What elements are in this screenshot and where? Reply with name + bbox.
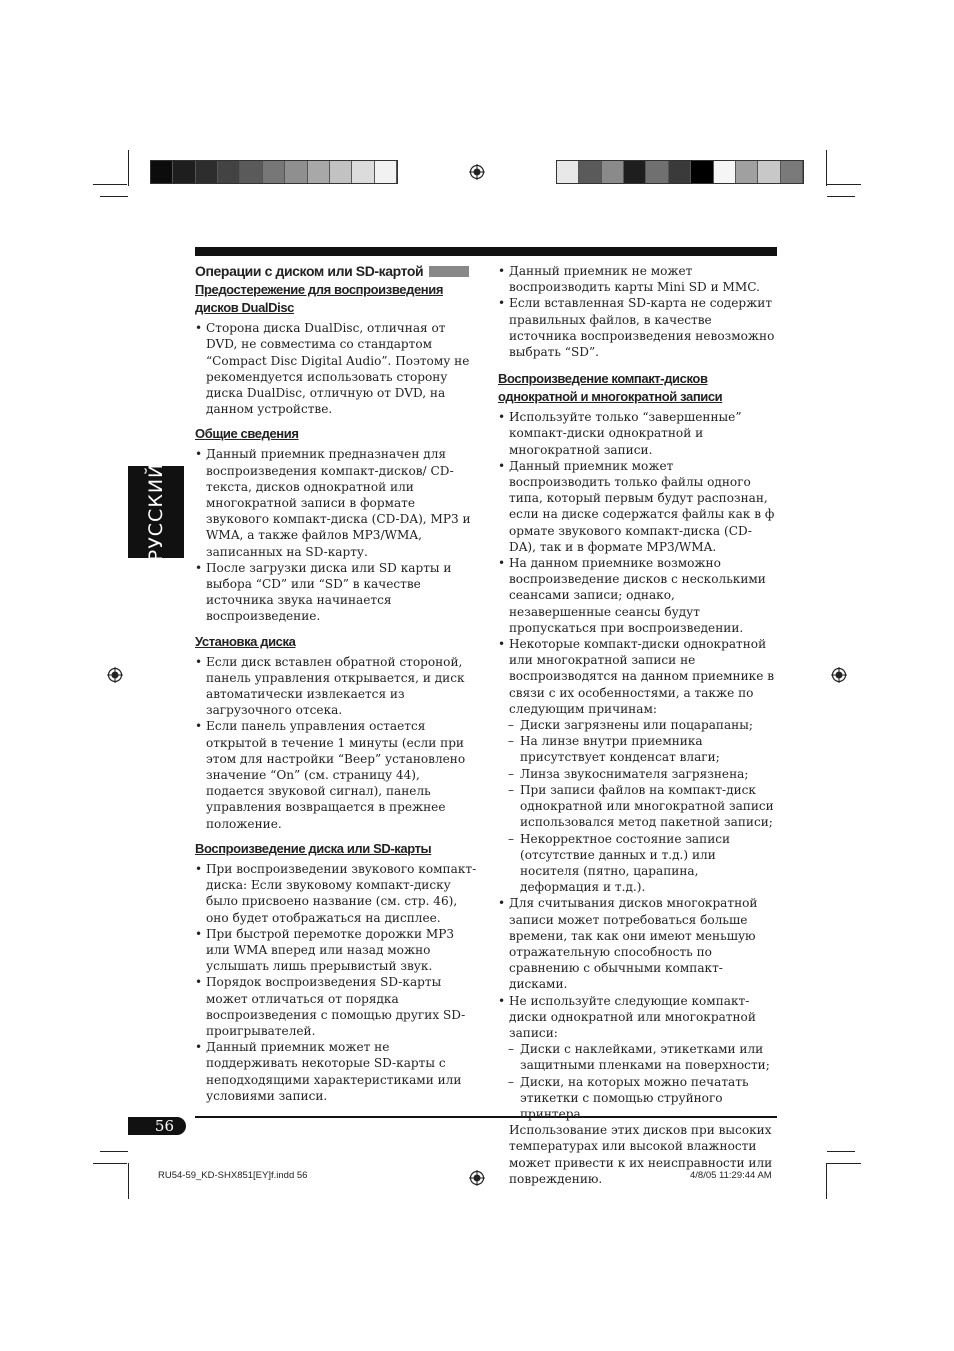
color-swatch bbox=[218, 161, 240, 183]
color-swatch bbox=[781, 161, 803, 183]
crop-mark bbox=[827, 196, 855, 197]
color-swatch bbox=[602, 161, 624, 183]
language-tab bbox=[128, 462, 184, 562]
cdr-rw-list bbox=[498, 409, 778, 1122]
crop-mark bbox=[827, 184, 861, 185]
header-rule bbox=[195, 247, 777, 256]
sub-list-item: – Диски с наклейками, этикетками или защитными пленками на поверхности; bbox=[498, 1041, 778, 1073]
color-swatch bbox=[285, 161, 307, 183]
list-item: • Данный приемник предназначен для воспроизведения компакт-дисков/ CD-текста, дисков однократной или многократной записи в формате звукового компакт-диска (CD-DA), MP3 и WMA, а также файлов MP3/WMA, записанных на SD-карту. bbox=[195, 446, 478, 559]
color-swatch bbox=[691, 161, 713, 183]
crop-mark bbox=[93, 184, 127, 185]
color-swatch bbox=[714, 161, 736, 183]
color-swatch bbox=[624, 161, 646, 183]
color-calibration-bar-left bbox=[150, 160, 398, 184]
color-swatch bbox=[263, 161, 285, 183]
list-item: • При воспроизведении звукового компакт-диска: Если звуковому компакт-диску было присвоено название (см. стр. 46), оно будет отображаться на дисплее. bbox=[195, 861, 478, 926]
sub-list-item: – Диски загрязнены или поцарапаны; bbox=[498, 717, 778, 733]
sub-list-item: – Диски, на которых можно печатать этикетки с помощью струйного принтера. bbox=[498, 1074, 778, 1123]
crop-mark bbox=[100, 1151, 128, 1152]
color-swatch bbox=[375, 161, 397, 183]
section-heading-dualdisc: Предостережение для воспроизведения дисков DualDisc bbox=[195, 282, 443, 316]
list-item: • Если диск вставлен обратной стороной, панель управления открывается, и диск автоматически извлекается из загрузочного отсека. bbox=[195, 654, 478, 719]
sub-list-item: – Некорректное состояние записи (отсутствие данных и т.д.) или носителя (пятно, царапина, деформация и т.д.). bbox=[498, 831, 778, 896]
color-swatch bbox=[579, 161, 601, 183]
color-swatch bbox=[173, 161, 195, 183]
sub-list-item: – Линза звукоснимателя загрязнена; bbox=[498, 766, 778, 782]
title-grey-bar bbox=[429, 266, 469, 277]
color-swatch bbox=[308, 161, 330, 183]
note-text: Использование этих дисков при высоких температурах или высокой влажности может привести к их неисправности или повреждению. bbox=[509, 1123, 773, 1186]
dualdisc-list bbox=[195, 320, 478, 417]
section-heading-insert-disc: Установка диска bbox=[195, 633, 296, 649]
crop-mark bbox=[826, 1163, 827, 1199]
left-column bbox=[195, 263, 478, 1104]
registration-mark-icon bbox=[107, 667, 123, 683]
section-heading-playback: Воспроизведение диска или SD-карты bbox=[195, 840, 432, 856]
registration-mark-icon bbox=[469, 1170, 485, 1186]
section-heading-general: Общие сведения bbox=[195, 426, 299, 442]
color-swatch bbox=[352, 161, 374, 183]
list-item: • При быстрой перемотке дорожки MP3 или WMA вперед или назад можно услышать лишь прерывистый звук. bbox=[195, 926, 478, 975]
list-item: • Не используйте следующие компакт-диски однократной или многократной записи: bbox=[498, 993, 778, 1042]
list-item: • Порядок воспроизведения SD-карты может отличаться от порядка воспроизведения с помощью других SD-проигрывателей. bbox=[195, 974, 478, 1039]
list-item: • Используйте только “завершенные” компакт-диски однократной и многократной записи. bbox=[498, 409, 778, 458]
sub-list-item: – На линзе внутри приемника присутствует конденсат влаги; bbox=[498, 733, 778, 765]
list-item: • Некоторые компакт-диски однократной или многократной записи не воспроизводятся на данном приемнике в связи с их особенностями, а также по следующим причинам: bbox=[498, 636, 778, 717]
general-list bbox=[195, 446, 478, 624]
list-item: • Данный приемник не может воспроизводить карты Mini SD и MMC. bbox=[498, 263, 778, 295]
language-tab-label: РУССКИЙ bbox=[145, 462, 167, 562]
crop-mark bbox=[100, 196, 128, 197]
color-swatch bbox=[646, 161, 668, 183]
list-item: • На данном приемнике возможно воспроизведение дисков с несколькими сеансами записи; однако, незавершенные сеансы будут пропускаться при воспроизведении. bbox=[498, 555, 778, 636]
color-swatch bbox=[736, 161, 758, 183]
color-swatch bbox=[196, 161, 218, 183]
crop-mark bbox=[93, 1163, 127, 1164]
footer-timestamp: 4/8/05 11:29:44 AM bbox=[690, 1170, 772, 1181]
registration-mark-icon bbox=[469, 164, 485, 180]
list-item: • Данный приемник может не поддерживать некоторые SD-карты с неподходящими характеристиками или условиями записи. bbox=[195, 1039, 478, 1104]
list-item: • После загрузки диска или SD карты и выбора “CD” или “SD” в качестве источника звука начинается воспроизведение. bbox=[195, 560, 478, 625]
crop-mark bbox=[826, 150, 827, 186]
list-item: • Для считывания дисков многократной записи может потребоваться больше времени, так как они имеют меньшую отражательную способность по сравнению с обычными компакт-дисками. bbox=[498, 895, 778, 992]
right-column bbox=[498, 263, 778, 1187]
list-item: • Если вставленная SD-карта не содержит правильных файлов, в качестве источника воспроизведения невозможно выбрать “SD”. bbox=[498, 295, 778, 360]
page-number: 56 bbox=[128, 1117, 186, 1135]
list-item: • Если панель управления остается открытой в течение 1 минуты (если при этом для настройки “Beep” установлено значение “On” (см. страницу 44), подается звуковой сигнал), панель управления возвращается в прежнее положение. bbox=[195, 718, 478, 831]
color-swatch bbox=[240, 161, 262, 183]
page-title: Операции с диском или SD-картой bbox=[195, 263, 478, 279]
crop-mark bbox=[128, 1163, 129, 1199]
color-swatch bbox=[330, 161, 352, 183]
color-swatch bbox=[557, 161, 579, 183]
playback-list bbox=[195, 861, 478, 1104]
crop-mark bbox=[827, 1151, 855, 1152]
crop-mark bbox=[128, 150, 129, 186]
registration-mark-icon bbox=[831, 667, 847, 683]
footer-file-name: RU54-59_KD-SHX851[EY]f.indd 56 bbox=[158, 1170, 308, 1181]
list-item: • Сторона диска DualDisc, отличная от DVD, не совместима со стандартом “Compact Disc Digital Audio”. Поэтому не рекомендуется использовать сторону диска DualDisc, отличную от DVD, на данном устройстве. bbox=[195, 320, 478, 417]
color-swatch bbox=[151, 161, 173, 183]
color-swatch bbox=[758, 161, 780, 183]
crop-mark bbox=[827, 1163, 861, 1164]
sub-list-item: – При записи файлов на компакт-диск однократной или многократной записи использовался метод пакетной записи; bbox=[498, 782, 778, 831]
section-heading-cdr-rw: Воспроизведение компакт-дисков однократной и многократной записи bbox=[498, 371, 723, 405]
color-swatch bbox=[669, 161, 691, 183]
sd-card-list bbox=[498, 263, 778, 360]
list-item: • Данный приемник может воспроизводить только файлы одного типа, который первым будут распознан, если на диске содержатся файлы как в ф ормате звукового компакт-диска (CD-DA), так и в формате MP3/WMA. bbox=[498, 458, 778, 555]
color-calibration-bar-right bbox=[556, 160, 804, 184]
insert-disc-list bbox=[195, 654, 478, 832]
